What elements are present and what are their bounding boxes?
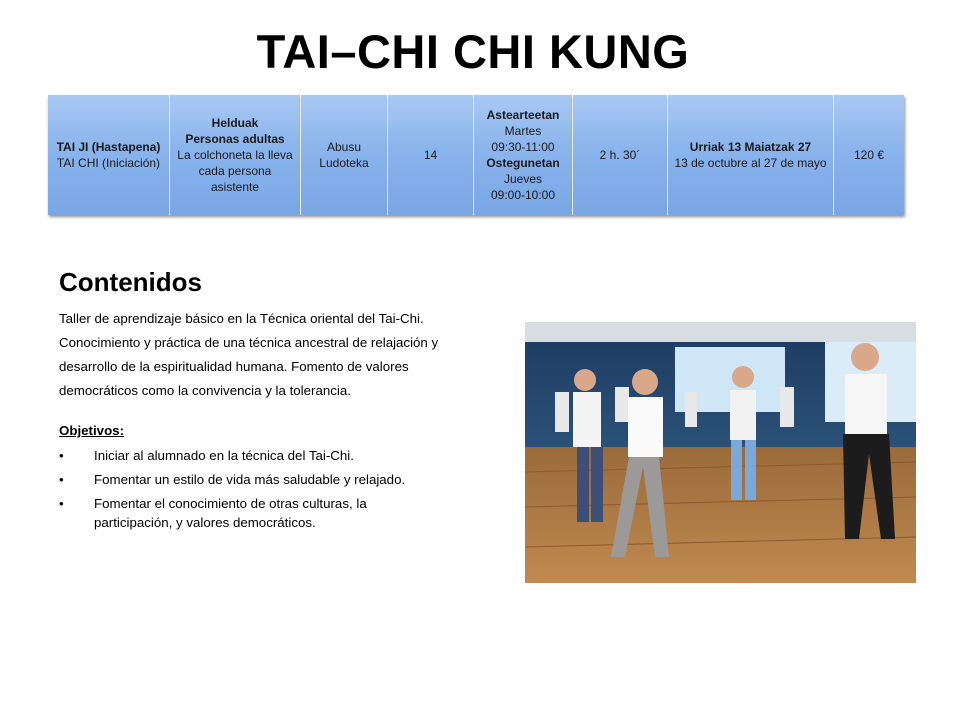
course-info-strip bbox=[48, 95, 904, 215]
dates-eu: Urriak 13 Maiatzak 27 bbox=[689, 140, 812, 154]
day2-time: 09:00-10:00 bbox=[490, 188, 556, 202]
location-cell bbox=[301, 95, 388, 215]
page-title: TAI–CHI CHI KUNG bbox=[256, 25, 690, 78]
objectives-label: Objetivos: bbox=[59, 423, 125, 438]
course-name-es: TAI CHI (Iniciación) bbox=[56, 156, 161, 170]
objective-item: • Fomentar un estilo de vida más saludable y relajado. bbox=[59, 470, 439, 489]
contents-line: democráticos como la convivencia y la tolerancia. bbox=[59, 383, 351, 398]
dates-es: 13 de octubre al 27 de mayo bbox=[674, 156, 827, 170]
contents-heading: Contenidos bbox=[59, 267, 202, 297]
audience-eu: Helduak bbox=[211, 116, 259, 130]
contents-line: Conocimiento y práctica de una técnica ancestral de relajación y bbox=[59, 335, 439, 350]
audience-cell bbox=[170, 95, 301, 215]
schedule-cell bbox=[474, 95, 573, 215]
day1-eu: Astearteetan bbox=[486, 108, 560, 122]
day1-time: 09:30-11:00 bbox=[491, 140, 555, 154]
location-text: Abusu Ludoteka bbox=[319, 140, 369, 170]
contents-paragraph bbox=[59, 307, 499, 403]
day1-es: Martes bbox=[504, 124, 542, 138]
duration-cell bbox=[573, 95, 668, 215]
objective-item: • Iniciar al alumnado en la técnica del Tai-Chi. bbox=[59, 446, 439, 465]
objectives-list bbox=[59, 446, 439, 537]
day2-es: Jueves bbox=[503, 172, 543, 186]
course-name-eu: TAI JI (Hastapena) bbox=[56, 140, 161, 154]
duration-text: 2 h. 30´ bbox=[599, 148, 641, 162]
price-text: 120 € bbox=[853, 148, 885, 162]
dates-cell bbox=[668, 95, 834, 215]
audience-es: Personas adultas bbox=[185, 132, 285, 146]
course-name-cell bbox=[48, 95, 170, 215]
day2-eu: Ostegunetan bbox=[486, 156, 560, 170]
price-cell bbox=[834, 95, 904, 215]
tai-chi-class-photo bbox=[525, 322, 916, 583]
places-cell bbox=[388, 95, 474, 215]
places-text: 14 bbox=[423, 148, 438, 162]
contents-line: Taller de aprendizaje básico en la Técnica oriental del Tai-Chi. bbox=[59, 311, 424, 326]
objective-item: • Fomentar el conocimiento de otras culturas, la participación, y valores democráticos. bbox=[59, 494, 439, 532]
contents-line: desarrollo de la espiritualidad humana. Fomento de valores bbox=[59, 359, 409, 374]
audience-note: La colchoneta la lleva cada persona asistente bbox=[177, 148, 293, 194]
